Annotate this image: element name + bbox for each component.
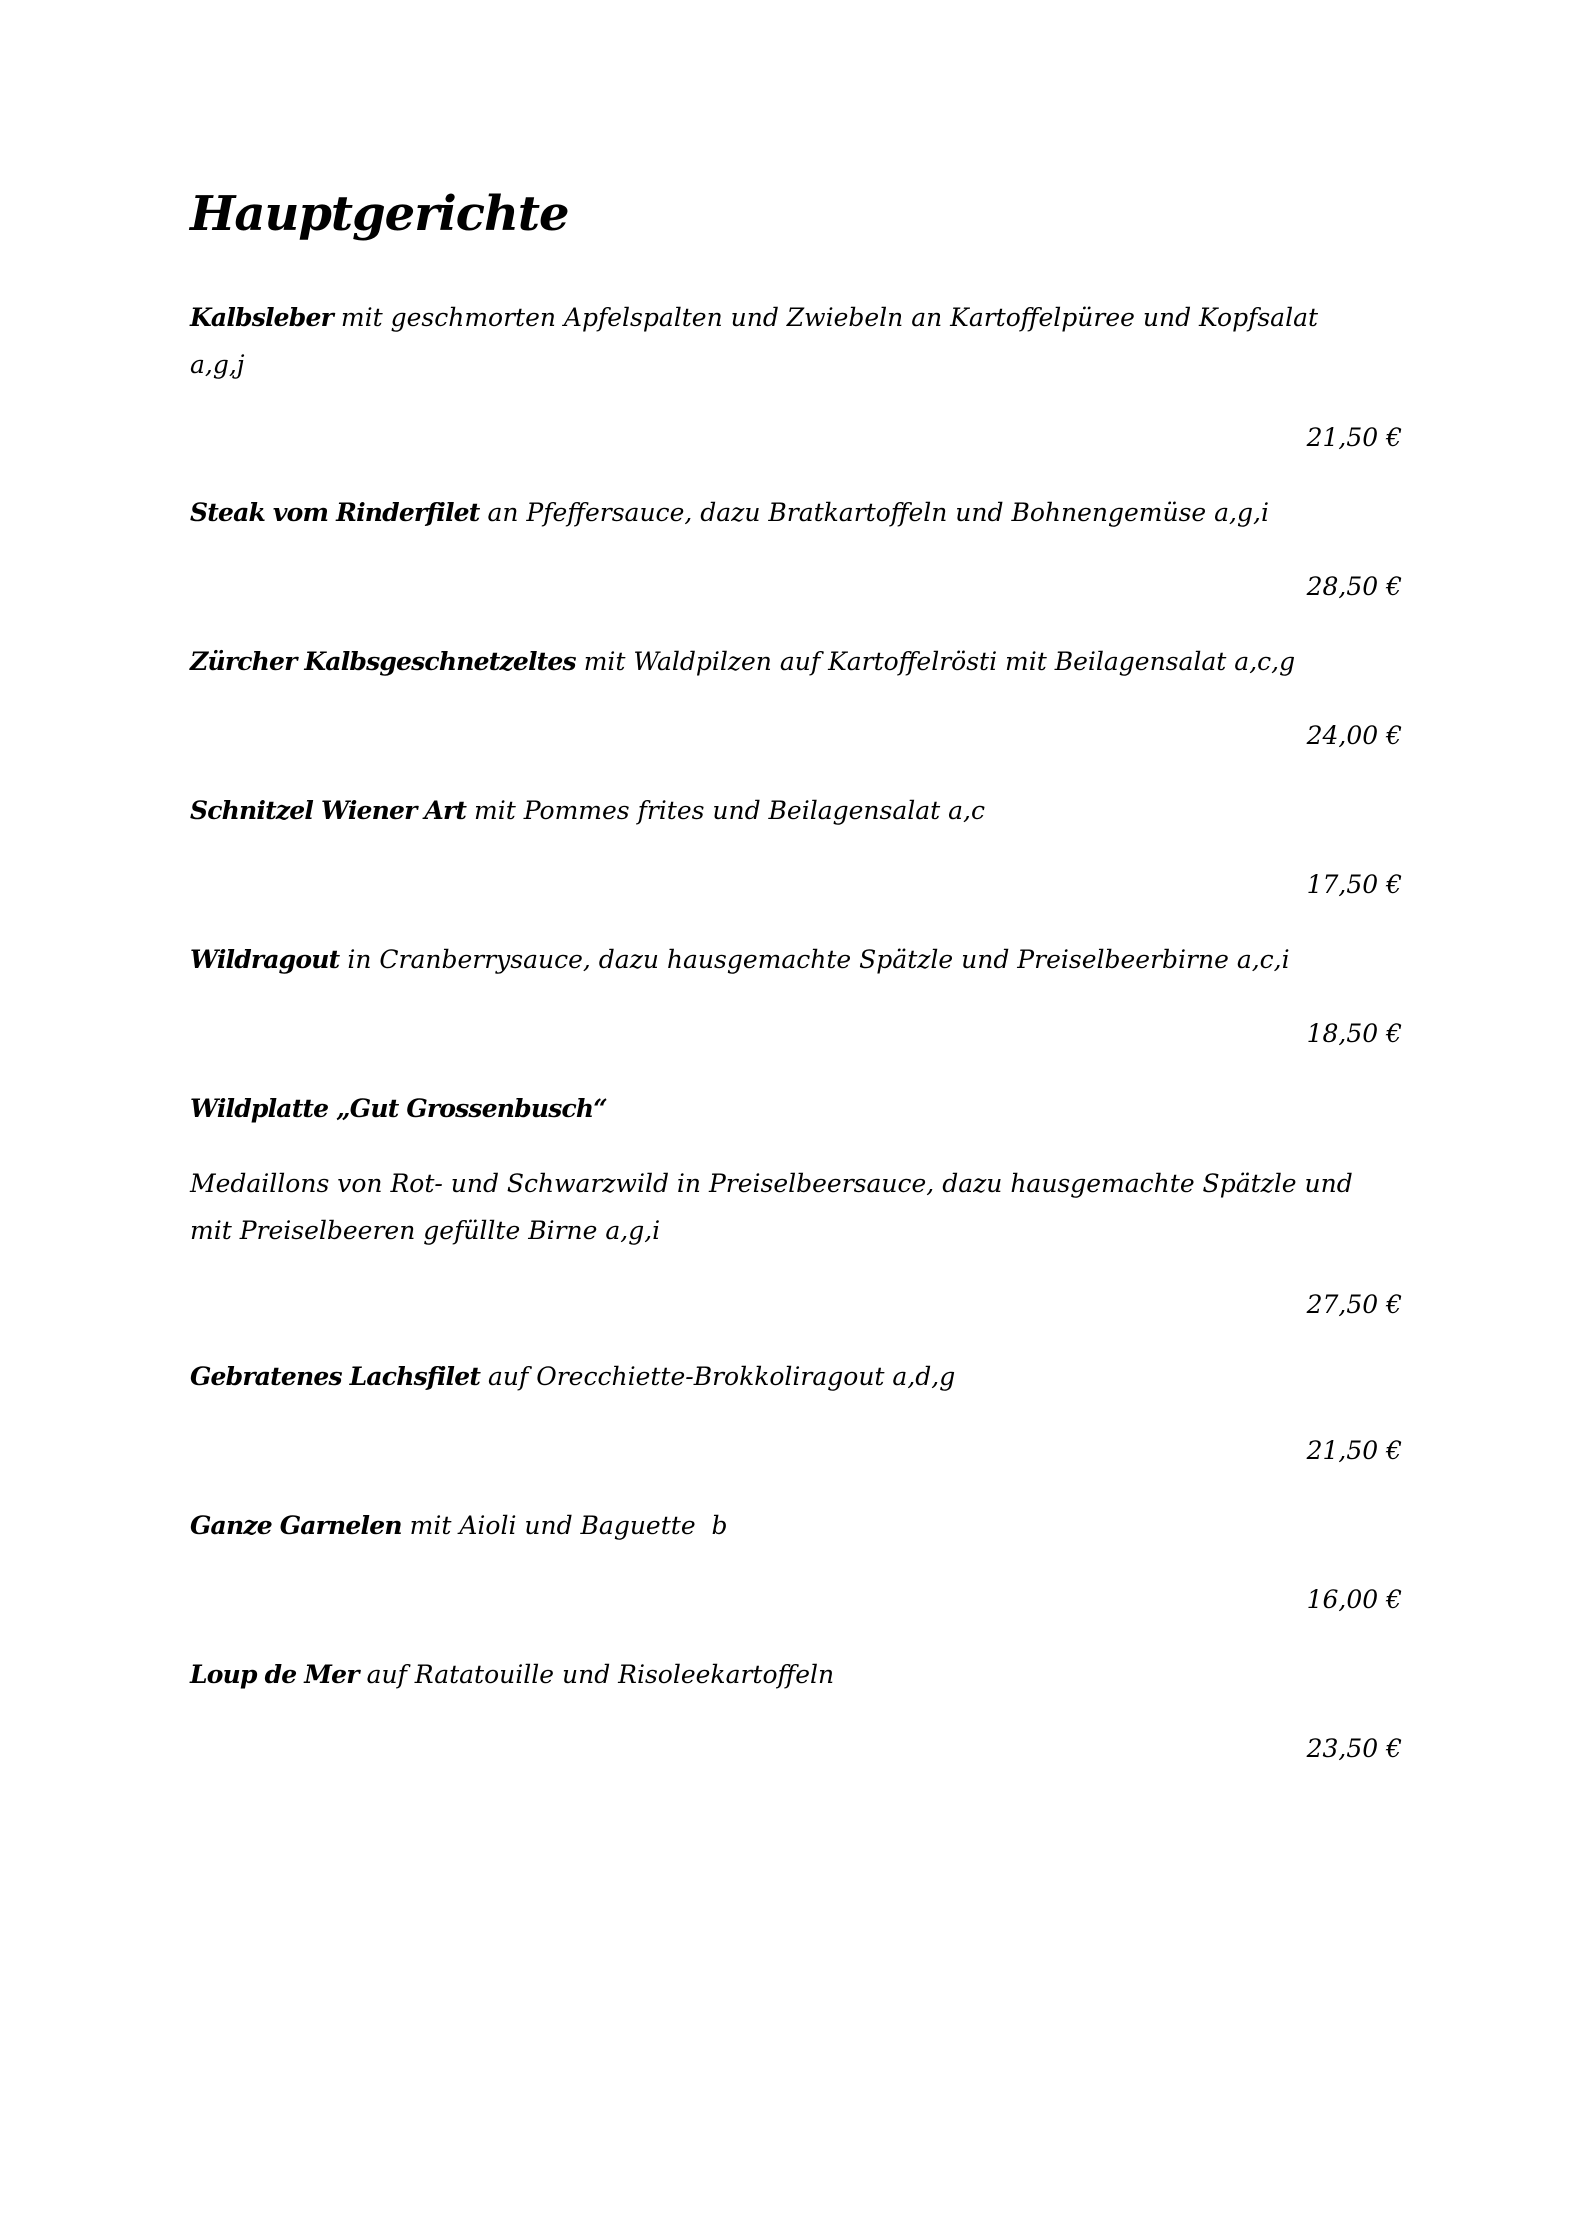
item-name: Kalbsleber xyxy=(190,303,333,332)
item-name: Gebratenes Lachsfilet xyxy=(190,1362,481,1391)
menu-item-line xyxy=(190,1651,1402,1698)
menu-item-steak xyxy=(190,489,1402,601)
item-description: mit Waldpilzen auf Kartoffelrösti mit Beilagensalat a,c,g xyxy=(575,647,1296,676)
item-price: 27,50 € xyxy=(1306,1290,1402,1319)
page-title: Hauptgerichte xyxy=(190,186,569,242)
item-description: Medaillons von Rot- und Schwarzwild in Preiselbeersauce, dazu hausgemachte Spätzle und mit Preiselbeeren gefüllte Birne a,g,i xyxy=(190,1169,1353,1245)
menu-item-line xyxy=(190,936,1402,983)
item-name: Steak vom Rinderfilet xyxy=(190,498,480,527)
menu-item-zuercher xyxy=(190,638,1402,750)
menu-item-wildragout xyxy=(190,936,1402,1048)
item-name: Loup de Mer xyxy=(190,1660,359,1689)
menu-item-line xyxy=(190,294,1402,341)
menu-item-schnitzel xyxy=(190,787,1402,899)
item-price: 23,50 € xyxy=(1306,1734,1402,1763)
menu-item-loup-de-mer xyxy=(190,1651,1402,1763)
item-price: 17,50 € xyxy=(1306,870,1402,899)
item-description: mit geschmorten Apfelspalten und Zwiebeln an Kartoffelpüree und Kopfsalat xyxy=(332,303,1319,332)
menu-item-line xyxy=(190,638,1402,685)
menu-item-line xyxy=(190,1353,1402,1400)
item-description: an Pfeffersauce, dazu Bratkartoffeln und Bohnengemüse a,g,i xyxy=(479,498,1269,527)
item-price: 21,50 € xyxy=(1306,423,1402,452)
item-description: mit Aioli und Baguette b xyxy=(401,1511,728,1540)
item-name: Wildragout xyxy=(190,945,340,974)
item-price: 18,50 € xyxy=(1306,1019,1402,1048)
item-description: in Cranberrysauce, dazu hausgemachte Spätzle und Preiselbeerbirne a,c,i xyxy=(339,945,1290,974)
item-name: Zürcher Kalbsgeschnetzeltes xyxy=(190,647,576,676)
item-price: 28,50 € xyxy=(1306,572,1402,601)
menu-item-line xyxy=(190,1085,1402,1132)
menu-item-line xyxy=(190,489,1402,536)
menu-item-line xyxy=(190,341,1402,388)
item-price: 16,00 € xyxy=(1306,1585,1402,1614)
menu-item-garnelen xyxy=(190,1502,1402,1614)
item-price: 21,50 € xyxy=(1306,1436,1402,1465)
menu-item-lachsfilet xyxy=(190,1353,1402,1465)
item-allergens: a,g,j xyxy=(190,350,245,379)
item-name: Schnitzel Wiener Art xyxy=(190,796,467,825)
item-description: mit Pommes frites und Beilagensalat a,c xyxy=(466,796,985,825)
item-description: auf Orecchiette-Brokkoliragout a,d,g xyxy=(480,1362,956,1391)
menu-item-line xyxy=(190,1502,1402,1549)
item-name: Ganze Garnelen xyxy=(190,1511,402,1540)
menu-item-line xyxy=(190,787,1402,834)
menu-item-kalbsleber xyxy=(190,294,1402,452)
menu-item-wildplatte xyxy=(190,1085,1402,1319)
item-name: Wildplatte „Gut Grossenbusch“ xyxy=(190,1094,607,1123)
item-price: 24,00 € xyxy=(1306,721,1402,750)
item-description: auf Ratatouille und Risoleekartoffeln xyxy=(358,1660,835,1689)
